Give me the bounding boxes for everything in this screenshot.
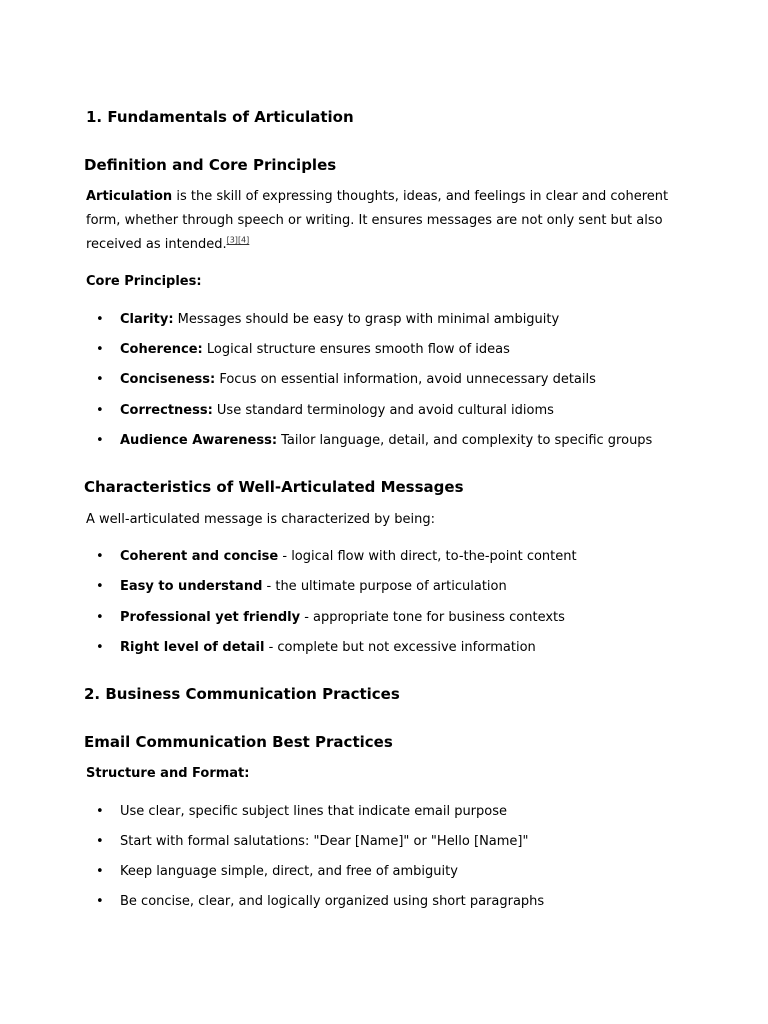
- bullet-icon: •: [96, 342, 104, 357]
- bullet-icon: •: [96, 579, 104, 594]
- list-item-text: Keep language simple, direct, and free of ambiguity: [120, 864, 458, 879]
- list-item: [96, 804, 508, 820]
- section-title-fundamentals: 1. Fundamentals of Articulation: [86, 108, 354, 126]
- list-item-lead: Conciseness:: [120, 372, 216, 387]
- list-item: [96, 834, 529, 850]
- list-item: [96, 610, 565, 626]
- bullet-icon: •: [96, 312, 104, 327]
- list-item-text: Use clear, specific subject lines that indicate email purpose: [120, 804, 508, 819]
- list-item: [96, 579, 507, 595]
- heading-definition: Definition and Core Principles: [84, 156, 337, 174]
- citation-link[interactable]: [3]: [226, 235, 238, 245]
- list-item-text: Focus on essential information, avoid unnecessary details: [215, 372, 596, 387]
- list-item-lead: Audience Awareness:: [120, 433, 278, 448]
- list-item: [96, 372, 596, 388]
- list-item-lead: Professional yet friendly: [120, 610, 301, 625]
- bullet-icon: •: [96, 433, 104, 448]
- bullet-icon: •: [96, 403, 104, 418]
- bullet-icon: •: [96, 610, 104, 625]
- list-item-text: - complete but not excessive information: [264, 640, 536, 655]
- list-item-text: Start with formal salutations: "Dear [Name]" or "Hello [Name]": [120, 834, 529, 849]
- list-item-text: Tailor language, detail, and complexity to specific groups: [277, 433, 653, 448]
- bullet-icon: •: [96, 894, 104, 909]
- list-item: [96, 894, 545, 910]
- heading-characteristics: Characteristics of Well-Articulated Messages: [84, 478, 464, 496]
- list-item: [96, 864, 458, 880]
- bullet-icon: •: [96, 549, 104, 564]
- citation-refs: [227, 236, 250, 245]
- list-item-text: - the ultimate purpose of articulation: [262, 579, 507, 594]
- list-item-lead: Right level of detail: [120, 640, 265, 655]
- list-item-text: - logical flow with direct, to-the-point content: [278, 549, 577, 564]
- list-item-text: Logical structure ensures smooth flow of ideas: [202, 342, 510, 357]
- heading-email: Email Communication Best Practices: [84, 733, 393, 751]
- list-item: [96, 640, 536, 656]
- structure-format-label: Structure and Format:: [86, 766, 250, 781]
- list-item-lead: Coherence:: [120, 342, 203, 357]
- definition-paragraph: [86, 185, 686, 257]
- bullet-icon: •: [96, 372, 104, 387]
- list-item-lead: Easy to understand: [120, 579, 263, 594]
- list-item-lead: Correctness:: [120, 403, 213, 418]
- citation-link[interactable]: [4]: [237, 235, 250, 245]
- definition-text: is the skill of expressing thoughts, ideas, and feelings in clear and coherent form, whether through speech or writing. It ensures messages are not only sent but also received as intended.: [86, 189, 669, 252]
- characteristics-intro: A well-articulated message is characterized by being:: [86, 512, 435, 527]
- list-item: [96, 342, 510, 358]
- list-item: [96, 433, 653, 449]
- list-item-text: Messages should be easy to grasp with minimal ambiguity: [173, 312, 560, 327]
- bullet-icon: •: [96, 864, 104, 879]
- section-title-business: 2. Business Communication Practices: [84, 685, 400, 703]
- bullet-icon: •: [96, 640, 104, 655]
- list-item-lead: Clarity:: [120, 312, 174, 327]
- list-item-text: Use standard terminology and avoid cultural idioms: [212, 403, 554, 418]
- list-item: [96, 312, 560, 328]
- list-item-text: - appropriate tone for business contexts: [300, 610, 565, 625]
- bullet-icon: •: [96, 804, 104, 819]
- list-item: [96, 403, 554, 419]
- list-item-lead: Coherent and concise: [120, 549, 279, 564]
- term-articulation: Articulation: [86, 189, 173, 204]
- list-item: [96, 549, 577, 565]
- core-principles-label: Core Principles:: [86, 274, 202, 289]
- bullet-icon: •: [96, 834, 104, 849]
- list-item-text: Be concise, clear, and logically organized using short paragraphs: [120, 894, 545, 909]
